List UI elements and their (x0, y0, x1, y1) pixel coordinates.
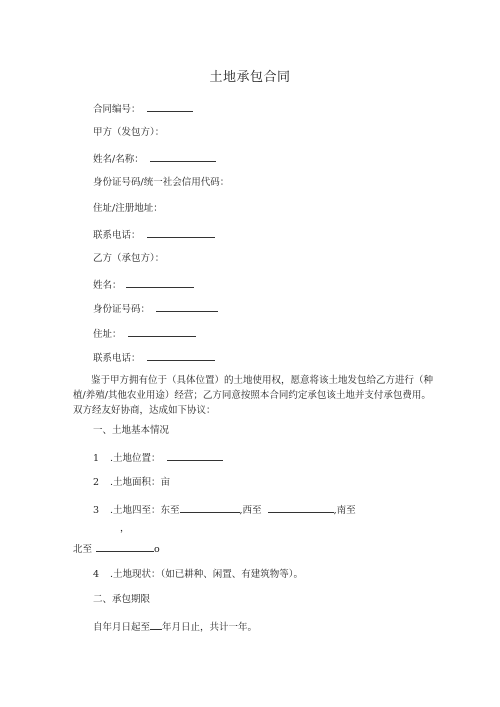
contract-number-label: 合同编号： (93, 104, 141, 115)
party-a-address-line: 住址/注册地址： (93, 203, 163, 214)
item-1-label: .土地位置： (110, 453, 161, 464)
party-b-address-label: 住址： (93, 329, 122, 340)
item-1-blank (167, 451, 223, 461)
item-3-label: .土地四至：东至 (110, 505, 180, 516)
party-a-name-blank (150, 152, 216, 162)
party-b-phone-label: 联系电话： (93, 353, 141, 364)
item-3-boundaries (93, 503, 356, 517)
intro-paragraph: 鉴于甲方拥有位于（具体位置）的土地使用权，愿意将该土地发包给乙方进行（种植/养殖/其他农业用途）经营；乙方同意按照本合同约定承包该土地并支付承包费用。双方经友好协商，达成如下协议： (73, 375, 434, 416)
party-b-name-label: 姓名： (93, 280, 122, 291)
item-2-label: .土地面积：亩 (110, 477, 171, 488)
section-1-heading: 一、土地基本情况 (93, 425, 170, 436)
term-text-end: 年月日止，共计一年。 (162, 622, 258, 633)
contract-number-blank (147, 102, 193, 112)
north-end-mark: o (154, 544, 160, 555)
west-blank (268, 503, 334, 513)
item-4-number: 4 (93, 569, 100, 580)
party-a-name-label: 姓名/名称： (93, 154, 144, 165)
north-label: 北至 (73, 544, 93, 555)
party-b-address-line (93, 327, 196, 341)
party-b-phone-line (93, 351, 215, 365)
term-text-start: 自年月日起至 (93, 622, 151, 633)
term-line (93, 620, 257, 634)
item-2-number: 2 (93, 477, 100, 488)
party-b-id-line (93, 302, 218, 316)
section-2-heading: 二、承包期限 (93, 594, 151, 605)
party-b-id-label: 身份证号码： (93, 304, 151, 315)
item-4-status (93, 569, 303, 581)
party-b-phone-blank (147, 351, 215, 361)
party-b-name-line (93, 278, 194, 292)
party-a-phone-line (93, 228, 215, 242)
item-3-number: 3 (93, 505, 100, 516)
party-a-heading: 甲方（发包方）： (93, 127, 165, 138)
document-title: 土地承包合同 (209, 70, 291, 85)
term-blank (150, 620, 162, 630)
party-b-name-blank (126, 278, 194, 288)
party-b-id-blank (156, 302, 218, 312)
party-b-address-blank (128, 327, 196, 337)
party-a-id-line: 身份证号码/统一社会信用代码： (93, 177, 230, 188)
party-a-phone-label: 联系电话： (93, 230, 141, 241)
item-1-number: 1 (93, 453, 100, 464)
item-3-comma: ， (120, 523, 130, 534)
east-blank (180, 503, 240, 513)
item-3-north-line (73, 542, 160, 556)
item-1-location (93, 451, 223, 465)
south-label: ,南至 (333, 505, 356, 516)
contract-number-line (93, 102, 193, 116)
west-label: ,西至 (239, 505, 262, 516)
north-blank (96, 542, 154, 552)
party-b-heading: 乙方（承包方）： (93, 253, 165, 264)
party-a-phone-blank (147, 228, 215, 238)
party-a-name-line (93, 152, 216, 166)
item-2-area (93, 477, 170, 489)
item-4-label: .土地现状：（如已耕种、闲置、有建筑物等）。 (110, 569, 304, 580)
